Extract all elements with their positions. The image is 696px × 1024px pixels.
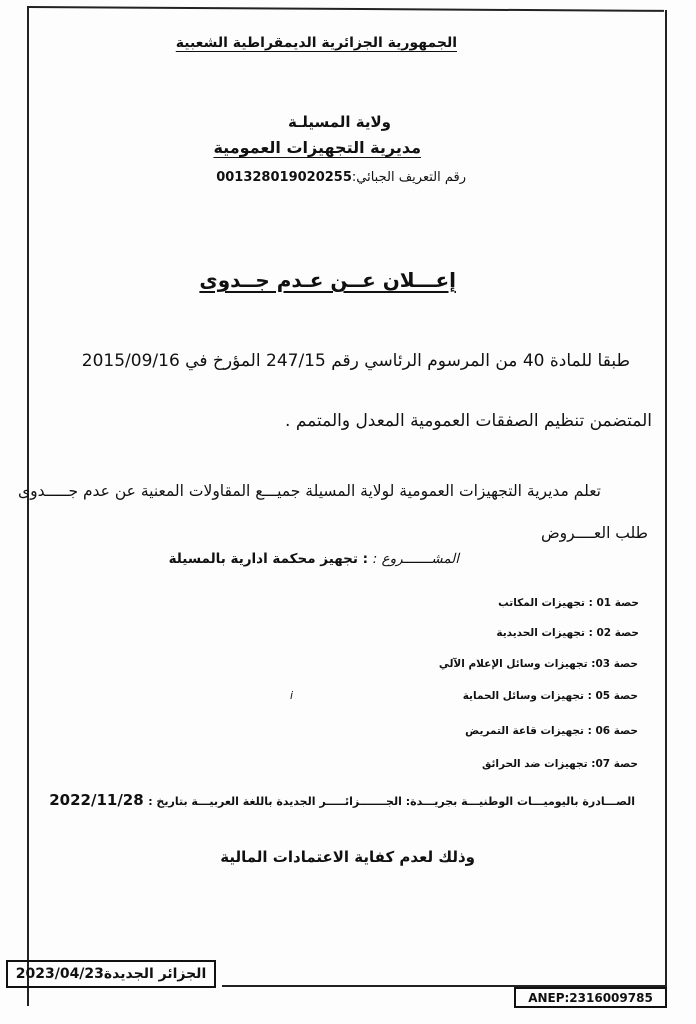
lot-label: حصة 02 : xyxy=(588,627,639,639)
newspaper-stamp-box xyxy=(6,960,216,988)
directorate-name: مديرية التجهيزات العمومية xyxy=(213,138,421,157)
lot-item xyxy=(465,726,638,737)
tax-id-value: 001328019020255 xyxy=(216,170,352,185)
legal-basis-line-2: المتضمن تنظيم الصفقات العمومية المعدل والمتمم . xyxy=(285,411,652,431)
newspaper-publication-date: 2022/11/28 xyxy=(49,791,144,809)
frame-border-right xyxy=(665,10,667,985)
project-label: المشـــــــروع : xyxy=(372,551,459,567)
lot-item xyxy=(439,659,638,670)
frame-border-top xyxy=(28,6,664,12)
newspaper-publication-row xyxy=(49,793,635,808)
legal-basis-line-1: طبقا للمادة 40 من المرسوم الرئاسي رقم 247/15 المؤرخ في 2015/09/16 xyxy=(81,351,630,371)
anep-reference-box xyxy=(514,987,667,1008)
announcement-title: إعـــلان عــن عـدم جــدوى xyxy=(199,268,456,292)
tax-id-row xyxy=(216,171,466,184)
lot-item xyxy=(482,759,638,770)
lot-label: حصة 01 : xyxy=(588,597,639,609)
project-row xyxy=(169,553,459,567)
lot-value: تجهيزات وسائل الحماية xyxy=(462,690,584,702)
lot-value: تجهيزات قاعة التمريض xyxy=(465,725,584,737)
lot-item xyxy=(498,598,639,609)
stamp-newspaper-name: الجزائر الجديدة xyxy=(103,966,207,982)
lot-value: تجهيزات المكاتب xyxy=(498,597,585,609)
lot-item xyxy=(496,628,639,639)
lot-label: حصة 03: xyxy=(591,658,638,670)
newspaper-publication-text: الصـــادرة باليوميـــات الوطنيـــة بجريـــدة: الجـــــــزائـــــر الجديدة باللغة العربيـــة بتاريخ : xyxy=(148,795,635,808)
notice-line-2: طلب العــــروض xyxy=(540,524,648,542)
lot-value: تجهيزات الحديدية xyxy=(496,627,585,639)
lot-value: تجهيزات ضد الحرائق xyxy=(481,758,588,770)
project-value: : تجهيز محكمة ادارية بالمسيلة xyxy=(168,551,369,567)
anep-reference: ANEP:2316009785 xyxy=(528,990,653,1005)
wilaya-name: ولاية المسيلـة xyxy=(287,113,391,131)
frame-border-left xyxy=(27,6,29,1006)
lot-label: حصة 06 : xyxy=(587,725,638,737)
lot-item xyxy=(463,691,638,702)
lot-label: حصة 05 : xyxy=(587,690,638,702)
lot-value: تجهيزات وسائل الإعلام الآلي xyxy=(438,658,588,670)
republic-heading: الجمهورية الجزائرية الديمقراطية الشعبية xyxy=(175,35,457,51)
stamp-date: 2023/04/23 xyxy=(15,966,104,982)
reason-statement: وذلك لعدم كفاية الاعتمادات المالية xyxy=(220,848,475,866)
stray-mark: i xyxy=(290,689,294,702)
tax-id-label: رقم التعريف الجبائي: xyxy=(351,170,466,185)
notice-line-1: تعلم مديرية التجهيزات العمومية لولاية المسيلة جميـــع المقاولات المعنية عن عدم جـــــدوى xyxy=(17,482,601,500)
lot-label: حصة 07: xyxy=(591,758,638,770)
